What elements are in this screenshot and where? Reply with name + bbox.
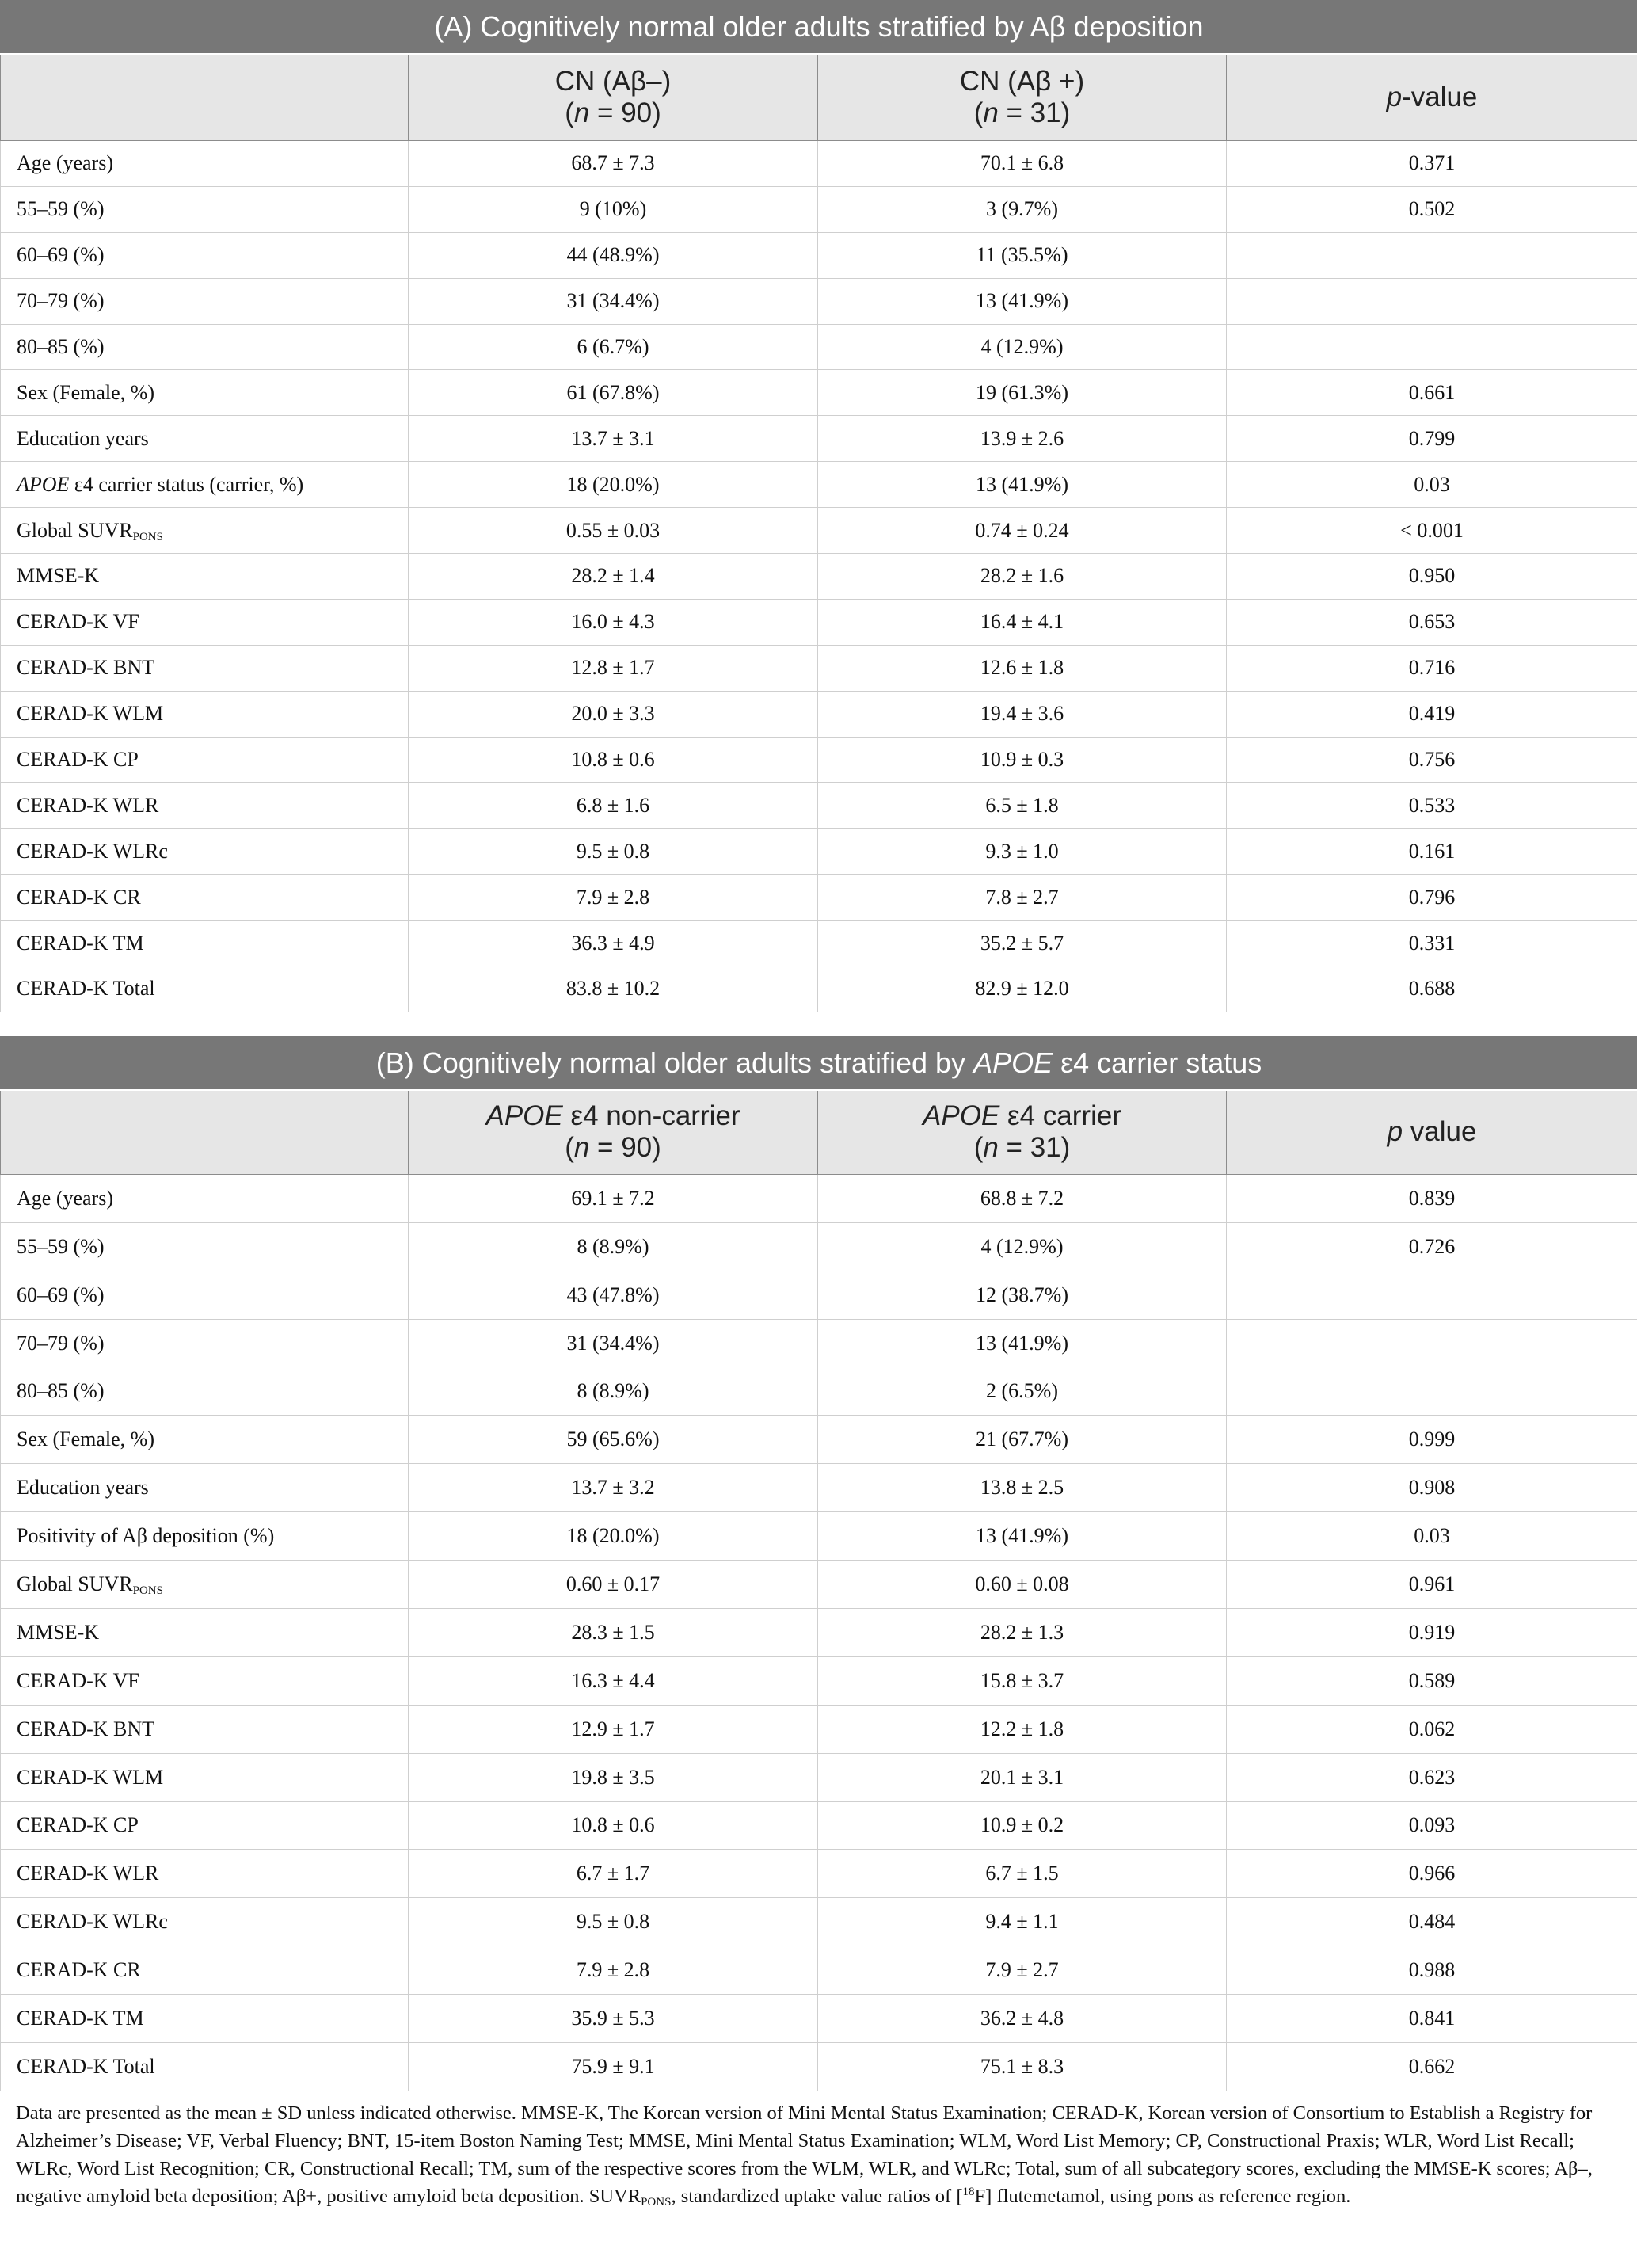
row-label-text: CERAD-K CP [17,748,139,772]
row-label [1,1898,409,1946]
row-label [1,1850,409,1898]
panel-b-header-carrier: APOE ε4 carrier (n = 31) [818,1090,1227,1175]
row-label [1,462,409,508]
n-symbol: n [983,1132,999,1164]
header-italic: APOE [923,1100,1000,1132]
row-label-text: CERAD-K WLR [17,793,159,817]
table-row [1,324,1637,370]
group2-value: 10.9 ± 0.3 [818,737,1227,783]
group2-value: 12 (38.7%) [818,1271,1227,1319]
p-value: 0.961 [1227,1561,1637,1609]
row-label [1,1464,409,1512]
row-label [1,2042,409,2091]
row-label-text: Positivity of Aβ deposition (%) [17,1524,275,1548]
group1-value: 13.7 ± 3.1 [409,416,818,462]
p-value [1227,232,1637,278]
group1-value: 28.3 ± 1.5 [409,1608,818,1656]
p-value: 0.988 [1227,1946,1637,1995]
row-label [1,1367,409,1416]
group1-value: 7.9 ± 2.8 [409,875,818,921]
p-value [1227,1271,1637,1319]
row-label [1,1561,409,1609]
group1-value: 10.8 ± 0.6 [409,1801,818,1850]
group2-value: 13.8 ± 2.5 [818,1464,1227,1512]
row-label-text: CERAD-K BNT [17,1717,155,1740]
group1-value: 83.8 ± 10.2 [409,966,818,1012]
p-value: 0.688 [1227,966,1637,1012]
footnote-part1: Data are presented as the mean ± SD unless indicated otherwise. MMSE-K, The Korean version of Mini Mental Status Examination; CERAD-K, Korean version of Consortium to Establish a Registry for Alzheimer’s Disease; VF, Verbal Fluency; BNT, 15-item Boston Naming Test; MMSE, Mini Mental Status Examination; WLM, Word List Memory; CP, Constructional Praxis; WLR, Word List Recall; WLRc, Word List Recognition; CR, Constructional Recall; TM, sum of the respective scores from the WLM, WLR, and WLRc; Total, sum of all subcategory scores, excluding the MMSE-K scores; Aβ–, negative amyloid beta deposition; Aβ+, positive amyloid beta deposition. SUVR [16,2102,1593,2207]
row-label-text: MMSE-K [17,564,100,588]
row-label [1,1608,409,1656]
group2-value: 68.8 ± 7.2 [818,1174,1227,1222]
group1-value: 19.8 ± 3.5 [409,1753,818,1801]
row-label-text: Age (years) [17,151,113,175]
group1-value: 9.5 ± 0.8 [409,829,818,875]
p-value [1227,324,1637,370]
row-label [1,1319,409,1367]
p-value: 0.419 [1227,691,1637,737]
group2-value: 19 (61.3%) [818,370,1227,416]
row-label-text: Education years [17,426,149,450]
row-label-text: Sex (Female, %) [17,380,155,404]
row-label-text: CERAD-K WLM [17,1765,164,1789]
row-label [1,691,409,737]
p-value: 0.908 [1227,1464,1637,1512]
header-n: 90 [621,1132,653,1164]
group1-value: 0.55 ± 0.03 [409,508,818,554]
row-label-subscript: PONS [132,530,163,543]
row-label [1,1995,409,2043]
group2-value: 3 (9.7%) [818,186,1227,232]
p-value: 0.950 [1227,554,1637,600]
p-value: 0.919 [1227,1608,1637,1656]
group2-value: 13 (41.9%) [818,278,1227,324]
group1-value: 36.3 ± 4.9 [409,921,818,966]
group2-value: 6.5 ± 1.8 [818,783,1227,829]
table-row [1,416,1637,462]
group1-value: 12.9 ± 1.7 [409,1705,818,1753]
table-row [1,1271,1637,1319]
caption-italic: APOE [973,1046,1053,1079]
p-value: 0.062 [1227,1705,1637,1753]
p-value: 0.093 [1227,1801,1637,1850]
group2-value: 9.4 ± 1.1 [818,1898,1227,1946]
p-value: 0.796 [1227,875,1637,921]
p-value: 0.502 [1227,186,1637,232]
row-label [1,1174,409,1222]
table-row [1,1416,1637,1464]
table-row [1,1512,1637,1561]
table-row [1,1367,1637,1416]
table-row [1,1946,1637,1995]
group1-value: 16.0 ± 4.3 [409,599,818,645]
row-label [1,324,409,370]
row-label-text: CERAD-K VF [17,610,139,634]
table-footnote [0,2091,1637,2213]
row-label [1,508,409,554]
row-label-text: CERAD-K WLRc [17,839,168,863]
group1-value: 28.2 ± 1.4 [409,554,818,600]
group2-value: 13.9 ± 2.6 [818,416,1227,462]
table-row [1,1174,1637,1222]
table-row [1,645,1637,691]
group2-value: 21 (67.7%) [818,1416,1227,1464]
group1-value: 18 (20.0%) [409,1512,818,1561]
group1-value: 6.8 ± 1.6 [409,783,818,829]
row-label-text: 60–69 (%) [17,1283,105,1306]
panel-b-caption [1,1036,1637,1090]
group1-value: 61 (67.8%) [409,370,818,416]
group2-value: 82.9 ± 12.0 [818,966,1227,1012]
p-value: 0.966 [1227,1850,1637,1898]
group1-value: 69.1 ± 7.2 [409,1174,818,1222]
row-label [1,1705,409,1753]
table-row [1,1705,1637,1753]
row-label-text: Age (years) [17,1186,113,1210]
row-label-text: CERAD-K TM [17,2007,144,2030]
row-label [1,737,409,783]
p-value: 0.653 [1227,599,1637,645]
table-row [1,783,1637,829]
row-label [1,370,409,416]
panel-a-header-p-value [1227,54,1637,141]
header-p-italic: p [1387,1116,1403,1148]
row-label [1,1753,409,1801]
p-value [1227,278,1637,324]
p-value: 0.662 [1227,2042,1637,2091]
footnote-superscript: 18 [962,2185,975,2198]
row-label [1,599,409,645]
header-p-italic: p [1386,82,1403,112]
group1-value: 13.7 ± 3.2 [409,1464,818,1512]
table-row [1,599,1637,645]
row-label-text: 70–79 (%) [17,1331,105,1355]
group2-value: 35.2 ± 5.7 [818,921,1227,966]
group1-value: 9 (10%) [409,186,818,232]
table-row [1,1222,1637,1271]
row-label-text: 80–85 (%) [17,1379,105,1403]
p-value: 0.839 [1227,1174,1637,1222]
panel-b-header-blank [1,1090,409,1175]
group1-value: 75.9 ± 9.1 [409,2042,818,2091]
row-label-text: 55–59 (%) [17,1234,105,1258]
table-row [1,737,1637,783]
group2-value: 10.9 ± 0.2 [818,1801,1227,1850]
table-row [1,1608,1637,1656]
table-row [1,1801,1637,1850]
group2-value: 15.8 ± 3.7 [818,1656,1227,1705]
footnote-subscript: PONS [641,2195,672,2209]
row-label [1,966,409,1012]
row-label-text: Education years [17,1476,149,1500]
group2-value: 13 (41.9%) [818,462,1227,508]
p-value: 0.371 [1227,141,1637,187]
header-n: 31 [1030,97,1061,128]
row-label-text: Global SUVR [17,1572,133,1595]
row-label-text: CERAD-K Total [17,977,155,1001]
group1-value: 31 (34.4%) [409,278,818,324]
n-symbol: n [983,97,999,128]
row-label-subscript: PONS [132,1584,163,1597]
table-row [1,966,1637,1012]
header-label: ε4 carrier [999,1100,1121,1132]
group1-value: 7.9 ± 2.8 [409,1946,818,1995]
p-value: 0.999 [1227,1416,1637,1464]
group2-value: 16.4 ± 4.1 [818,599,1227,645]
panel-gap [0,1012,1637,1036]
table-row [1,141,1637,187]
header-p-rest: value [1403,1116,1477,1148]
header-label: CN (Aβ–) [554,66,672,97]
row-label [1,645,409,691]
row-label-rest: ε4 carrier status (carrier, %) [69,472,304,496]
table-row [1,1753,1637,1801]
table-row [1,2042,1637,2091]
header-italic: APOE [485,1100,563,1132]
table-row [1,1656,1637,1705]
group2-value: 13 (41.9%) [818,1512,1227,1561]
group2-value: 12.6 ± 1.8 [818,645,1227,691]
caption-post: ε4 carrier status [1053,1046,1262,1079]
table-row [1,1464,1637,1512]
table-row [1,875,1637,921]
group2-value: 28.2 ± 1.6 [818,554,1227,600]
row-label-text: CERAD-K CR [17,1958,141,1982]
table-row [1,370,1637,416]
group1-value: 12.8 ± 1.7 [409,645,818,691]
group1-value: 16.3 ± 4.4 [409,1656,818,1705]
table-panel-a [0,0,1637,1012]
p-value: 0.03 [1227,462,1637,508]
table-row [1,921,1637,966]
footnote-part3: F] flutemetamol, using pons as reference region. [974,2185,1351,2207]
row-label-text: CERAD-K WLM [17,702,164,726]
header-p-rest: -value [1402,82,1478,112]
row-label-text: 70–79 (%) [17,289,105,313]
row-label-text: MMSE-K [17,1620,100,1644]
row-label [1,232,409,278]
group1-value: 8 (8.9%) [409,1367,818,1416]
group2-value: 6.7 ± 1.5 [818,1850,1227,1898]
row-label-text: 55–59 (%) [17,197,105,221]
header-label: CN (Aβ +) [959,66,1085,97]
p-value: 0.331 [1227,921,1637,966]
row-label-text: CERAD-K Total [17,2054,155,2078]
group2-value: 75.1 ± 8.3 [818,2042,1227,2091]
group1-value: 44 (48.9%) [409,232,818,278]
p-value: 0.726 [1227,1222,1637,1271]
header-n: 31 [1030,1132,1061,1164]
caption-pre: (B) Cognitively normal older adults stratified by [375,1046,974,1079]
header-n: 90 [621,97,653,128]
row-label [1,416,409,462]
group1-value: 0.60 ± 0.17 [409,1561,818,1609]
p-value [1227,1319,1637,1367]
row-label [1,186,409,232]
group1-value: 9.5 ± 0.8 [409,1898,818,1946]
group1-value: 18 (20.0%) [409,462,818,508]
group1-value: 6.7 ± 1.7 [409,1850,818,1898]
group1-value: 20.0 ± 3.3 [409,691,818,737]
row-label-text: CERAD-K TM [17,931,144,955]
n-symbol: n [573,97,590,128]
row-label [1,1222,409,1271]
row-label-text: CERAD-K CP [17,1813,139,1837]
row-label-text: 60–69 (%) [17,243,105,267]
p-value: 0.533 [1227,783,1637,829]
row-label [1,921,409,966]
group2-value: 7.8 ± 2.7 [818,875,1227,921]
panel-b-header-p-value [1227,1090,1637,1175]
p-value: 0.623 [1227,1753,1637,1801]
row-label-text: Global SUVR [17,518,133,542]
table-row [1,462,1637,508]
p-value: 0.799 [1227,416,1637,462]
row-label-text: CERAD-K VF [17,1668,139,1692]
group2-value: 13 (41.9%) [818,1319,1227,1367]
row-label [1,783,409,829]
p-value: 0.841 [1227,1995,1637,2043]
panel-b-header-non-carrier: APOE ε4 non-carrier (n = 90) [409,1090,818,1175]
group2-value: 0.60 ± 0.08 [818,1561,1227,1609]
row-label-text: CERAD-K CR [17,885,141,909]
table-row [1,278,1637,324]
group2-value: 4 (12.9%) [818,324,1227,370]
group2-value: 36.2 ± 4.8 [818,1995,1227,2043]
group1-value: 68.7 ± 7.3 [409,141,818,187]
table-row [1,691,1637,737]
table-row [1,829,1637,875]
p-value: 0.03 [1227,1512,1637,1561]
group2-value: 28.2 ± 1.3 [818,1608,1227,1656]
header-label: ε4 non-carrier [562,1100,740,1132]
footnote-part2: , standardized uptake value ratios of [ [671,2185,963,2207]
group1-value: 43 (47.8%) [409,1271,818,1319]
row-label [1,141,409,187]
row-label [1,1656,409,1705]
table-row [1,1898,1637,1946]
p-value: 0.661 [1227,370,1637,416]
group1-value: 59 (65.6%) [409,1416,818,1464]
row-label-text: APOE [17,472,70,496]
table-row [1,554,1637,600]
row-label [1,1271,409,1319]
row-label [1,1416,409,1464]
p-value [1227,1367,1637,1416]
panel-a-header-blank [1,54,409,141]
row-label [1,829,409,875]
row-label [1,875,409,921]
table-row [1,1561,1637,1609]
table-row [1,1850,1637,1898]
row-label-text: CERAD-K WLR [17,1862,159,1885]
row-label [1,1801,409,1850]
group1-value: 31 (34.4%) [409,1319,818,1367]
group1-value: 10.8 ± 0.6 [409,737,818,783]
p-value: 0.161 [1227,829,1637,875]
row-label-text: CERAD-K WLRc [17,1910,168,1934]
table-row [1,232,1637,278]
group2-value: 20.1 ± 3.1 [818,1753,1227,1801]
table-row [1,186,1637,232]
p-value: 0.589 [1227,1656,1637,1705]
table-row [1,1319,1637,1367]
group2-value: 70.1 ± 6.8 [818,141,1227,187]
panel-a-caption: (A) Cognitively normal older adults stratified by Aβ deposition [1,1,1637,55]
p-value: < 0.001 [1227,508,1637,554]
row-label [1,554,409,600]
row-label-text: 80–85 (%) [17,335,105,358]
panel-a-header-cn-positive: CN (Aβ +) (n = 31) [818,54,1227,141]
group2-value: 0.74 ± 0.24 [818,508,1227,554]
row-label [1,1512,409,1561]
group2-value: 4 (12.9%) [818,1222,1227,1271]
row-label-text: CERAD-K BNT [17,656,155,680]
group2-value: 7.9 ± 2.7 [818,1946,1227,1995]
group1-value: 8 (8.9%) [409,1222,818,1271]
row-label [1,278,409,324]
table-row [1,508,1637,554]
p-value: 0.484 [1227,1898,1637,1946]
table-row [1,1995,1637,2043]
row-label-text: Sex (Female, %) [17,1428,155,1451]
n-symbol: n [573,1132,590,1164]
group2-value: 12.2 ± 1.8 [818,1705,1227,1753]
p-value: 0.756 [1227,737,1637,783]
group2-value: 19.4 ± 3.6 [818,691,1227,737]
p-value: 0.716 [1227,645,1637,691]
group2-value: 11 (35.5%) [818,232,1227,278]
group1-value: 35.9 ± 5.3 [409,1995,818,2043]
table-panel-b [0,1036,1637,2091]
group1-value: 6 (6.7%) [409,324,818,370]
group2-value: 2 (6.5%) [818,1367,1227,1416]
group2-value: 9.3 ± 1.0 [818,829,1227,875]
row-label [1,1946,409,1995]
panel-a-header-cn-negative: CN (Aβ–) (n = 90) [409,54,818,141]
